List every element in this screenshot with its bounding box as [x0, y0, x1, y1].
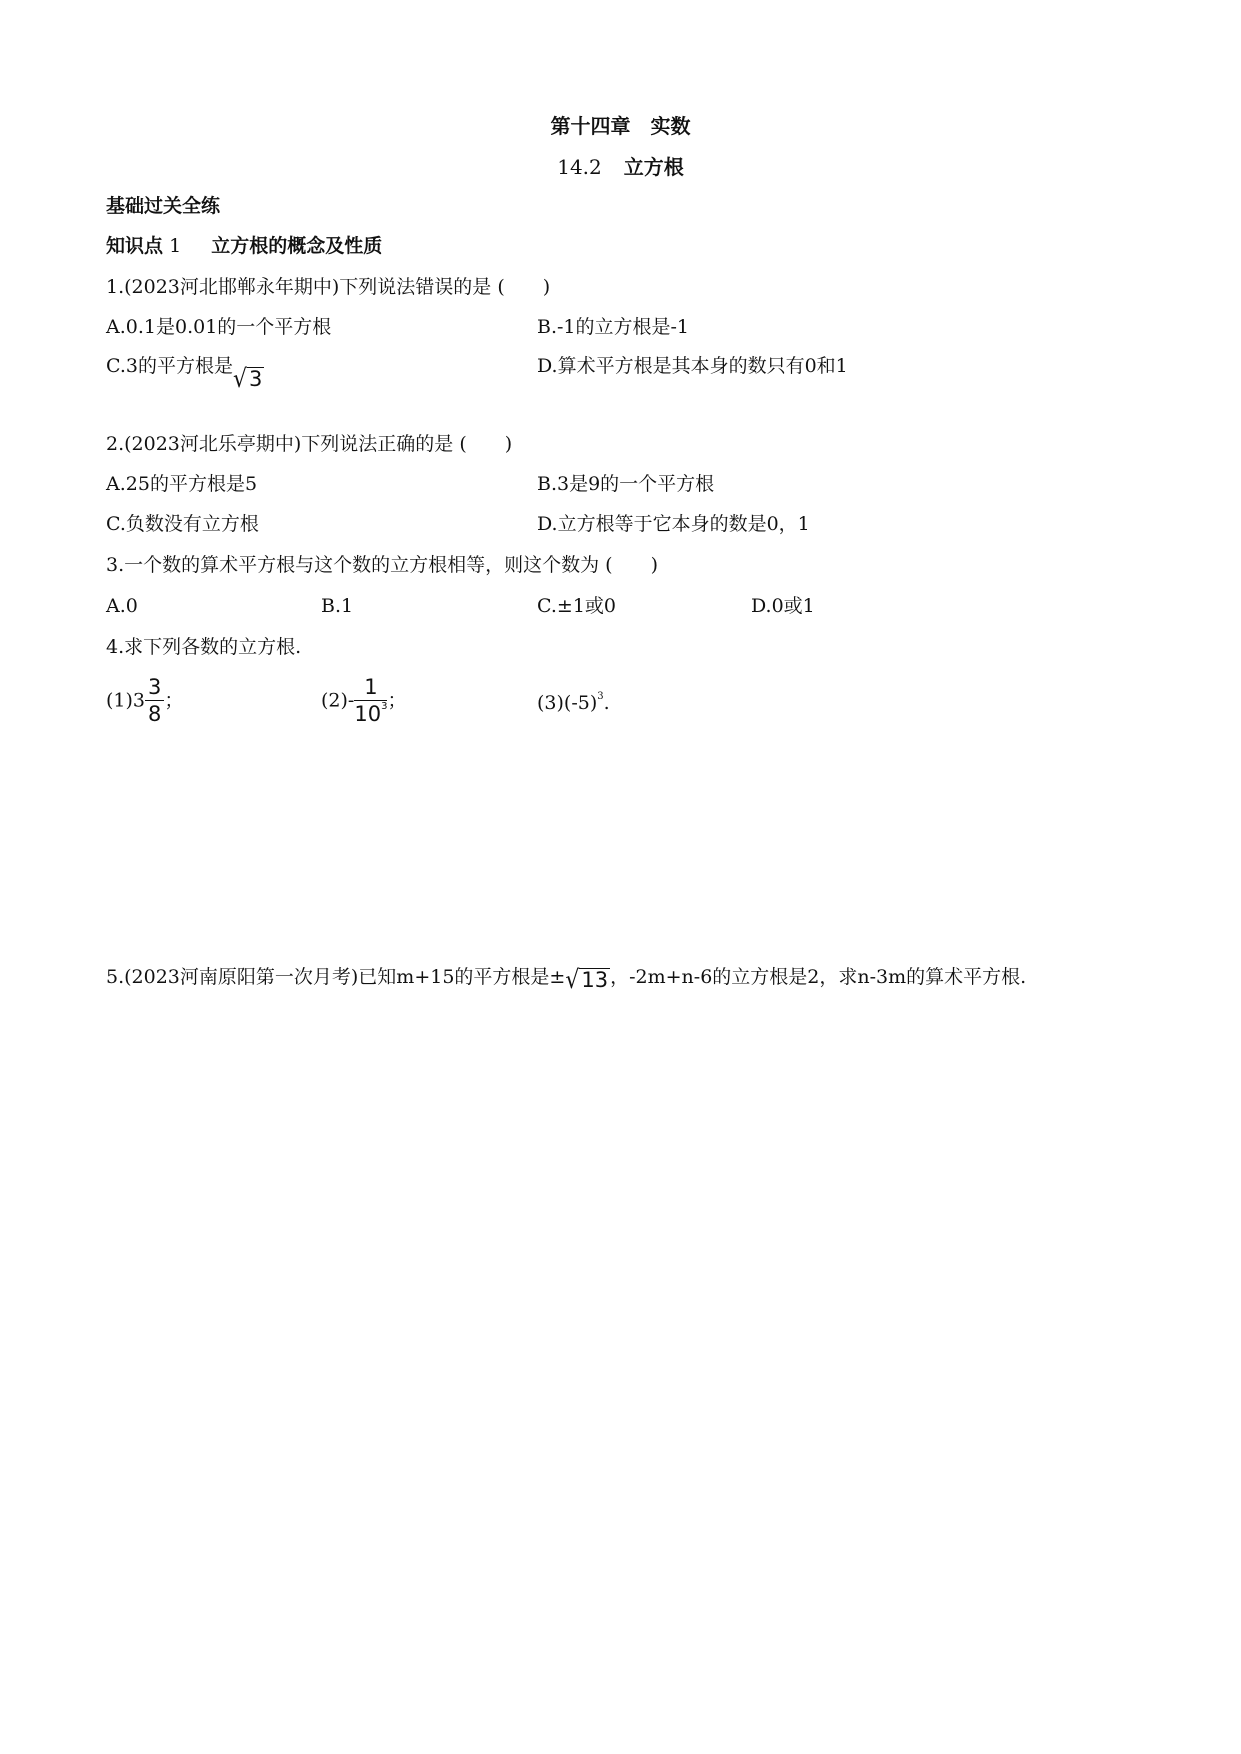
- question-4-part-1-prefix: (1)3: [106, 689, 146, 712]
- fraction-denominator: [354, 701, 387, 726]
- square-root-symbol: √13: [565, 966, 609, 995]
- section-number: 14.2: [557, 155, 602, 179]
- fraction-numerator: 3: [145, 676, 164, 701]
- question-4-part-3-base: (3)(-5): [537, 692, 598, 714]
- question-1-option-c: [106, 355, 264, 394]
- question-4-part-1: [106, 676, 183, 726]
- knowledge-point-title: 立方根的概念及性质: [211, 235, 383, 257]
- fraction: [354, 676, 387, 726]
- question-1-option-a: A.0.1是0.01的一个平方根: [106, 316, 332, 338]
- question-3-option-d: D.0或1: [751, 595, 815, 617]
- question-4-part-3-exponent: 3: [597, 691, 604, 702]
- question-2-stem: 2.(2023河北乐亭期中)下列说法正确的是 ( ): [106, 433, 513, 455]
- question-3-option-a: A.0: [106, 595, 138, 617]
- question-1-option-c-text: C.3的平方根是: [106, 355, 233, 377]
- chapter-title: 第十四章 实数: [550, 114, 691, 138]
- question-4-part-2-suffix: ；: [387, 689, 407, 712]
- question-4-part-1-suffix: ；: [164, 689, 184, 712]
- question-4-part-3-suffix: .: [603, 692, 610, 714]
- question-3-option-b: B.1: [321, 595, 354, 617]
- question-3-option-c: C.±1或0: [537, 595, 616, 617]
- question-2-option-a: A.25的平方根是5: [106, 473, 258, 495]
- question-4-part-2-prefix: (2)-: [321, 689, 355, 712]
- fraction-numerator: 1: [354, 676, 387, 701]
- question-1-option-b: B.-1的立方根是-1: [537, 316, 690, 338]
- question-4-part-2: [321, 676, 406, 726]
- question-2-option-b: B.3是9的一个平方根: [537, 473, 715, 495]
- question-1-option-d: D.算术平方根是其本身的数只有0和1: [537, 355, 848, 377]
- section-title: [0, 157, 1241, 177]
- question-5-stem: [106, 966, 1027, 995]
- section-heading: 基础过关全练: [106, 195, 221, 217]
- square-root-symbol: √3: [233, 365, 263, 394]
- knowledge-point-heading: [106, 237, 382, 256]
- section-name: 立方根: [623, 155, 684, 179]
- question-4-stem: 4.求下列各数的立方根.: [106, 636, 302, 658]
- question-5-stem-prefix: 5.(2023河南原阳第一次月考)已知m+15的平方根是±: [106, 966, 566, 988]
- question-5-stem-suffix: ，-2m+n-6的立方根是2，求n-3m的算术平方根.: [610, 966, 1027, 988]
- question-4-part-3: [537, 691, 610, 714]
- question-5-radicand: 13: [581, 968, 609, 992]
- question-1-option-c-radicand: 3: [249, 367, 263, 391]
- fraction: [145, 676, 164, 726]
- question-2-option-d: D.立方根等于它本身的数是0，1: [537, 513, 810, 535]
- knowledge-point-number: 1: [169, 235, 182, 257]
- knowledge-point-prefix: 知识点: [106, 235, 164, 257]
- denominator-exponent: 3: [381, 701, 388, 713]
- question-1-stem: 1.(2023河北邯郸永年期中)下列说法错误的是 ( ): [106, 276, 551, 298]
- fraction-denominator: 8: [148, 702, 162, 727]
- question-2-option-c: C.负数没有立方根: [106, 513, 259, 535]
- denominator-base: 10: [354, 702, 382, 727]
- question-3-stem: 3.一个数的算术平方根与这个数的立方根相等，则这个数为 ( ): [106, 554, 658, 576]
